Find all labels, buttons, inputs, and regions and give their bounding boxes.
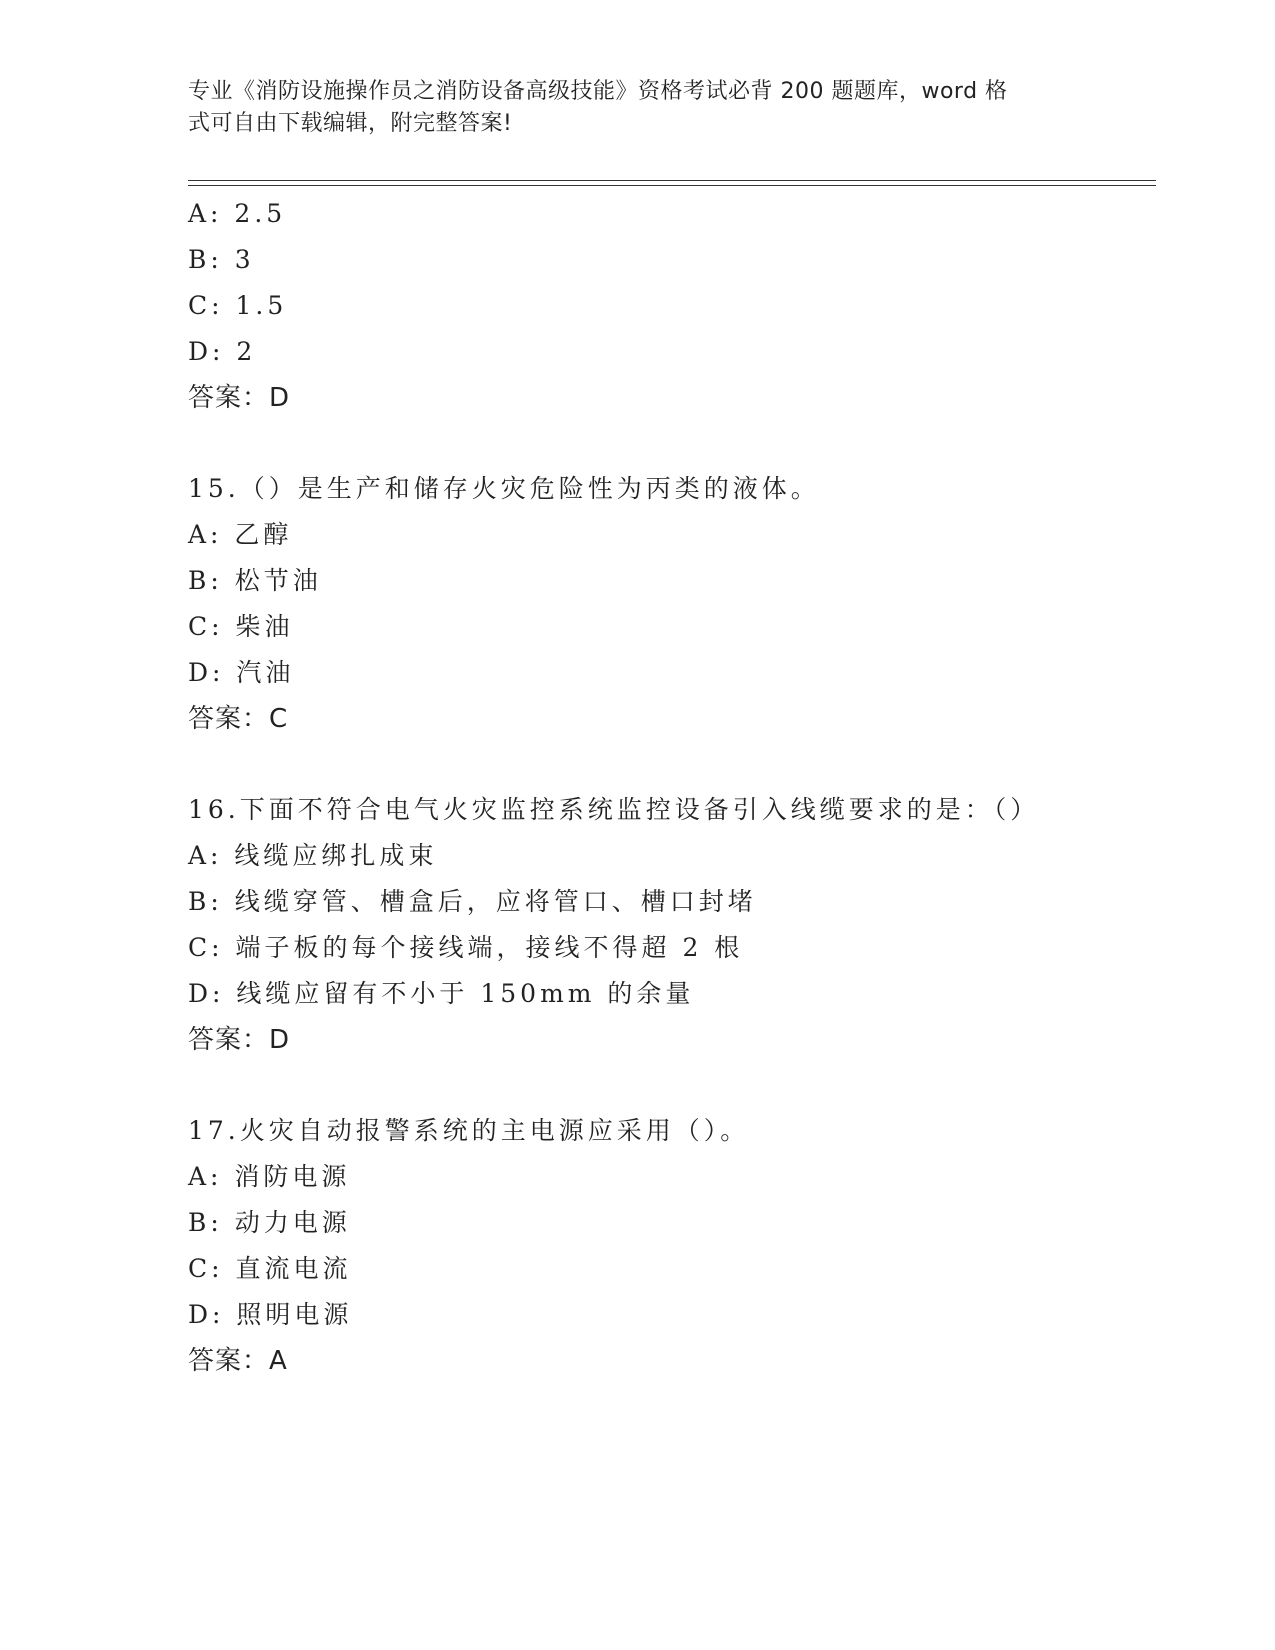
option-b: B: 动力电源 xyxy=(188,1208,351,1237)
option-d: D: 汽油 xyxy=(188,658,295,687)
question-15 xyxy=(188,466,1156,742)
option-a: A: 消防电源 xyxy=(188,1162,351,1191)
option-c: C: 直流电流 xyxy=(188,1254,352,1283)
header-divider-bottom xyxy=(188,185,1156,186)
question-16 xyxy=(188,787,1156,1063)
document-header xyxy=(188,76,1078,140)
option-b: B: 松节油 xyxy=(188,566,322,595)
option-a: A: 乙醇 xyxy=(188,520,293,549)
question-list xyxy=(188,191,1156,1384)
answer-line: 答案：D xyxy=(188,383,291,413)
option-b: B: 线缆穿管、槽盒后，应将管口、槽口封堵 xyxy=(188,887,757,916)
option-c: C: 端子板的每个接线端，接线不得超 2 根 xyxy=(188,933,744,962)
question-stem: 16.下面不符合电气火灾监控系统监控设备引入线缆要求的是：（） xyxy=(188,795,1040,824)
header-line-1: 专业《消防设施操作员之消防设备高级技能》资格考试必背 200 题题库，word 格 xyxy=(188,79,1008,104)
option-d: D: 2 xyxy=(188,337,257,366)
option-b: B: 3 xyxy=(188,245,255,274)
answer-line: 答案：D xyxy=(188,1025,291,1055)
question-17 xyxy=(188,1108,1156,1384)
question-stem: 17.火灾自动报警系统的主电源应采用（）。 xyxy=(188,1116,750,1145)
answer-line: 答案：A xyxy=(188,1346,288,1376)
option-a: A: 线缆应绑扎成束 xyxy=(188,841,438,870)
option-c: C: 柴油 xyxy=(188,612,294,641)
option-c: C: 1.5 xyxy=(188,291,288,320)
header-divider-top xyxy=(188,180,1156,181)
option-a: A: 2.5 xyxy=(188,199,287,228)
question-14-continued xyxy=(188,191,1156,421)
option-d: D: 线缆应留有不小于 150mm 的余量 xyxy=(188,979,695,1008)
question-stem: 15.（）是生产和储存火灾危险性为丙类的液体。 xyxy=(188,474,820,503)
answer-line: 答案：C xyxy=(188,704,289,734)
option-d: D: 照明电源 xyxy=(188,1300,353,1329)
header-line-2: 式可自由下载编辑，附完整答案! xyxy=(188,111,513,136)
